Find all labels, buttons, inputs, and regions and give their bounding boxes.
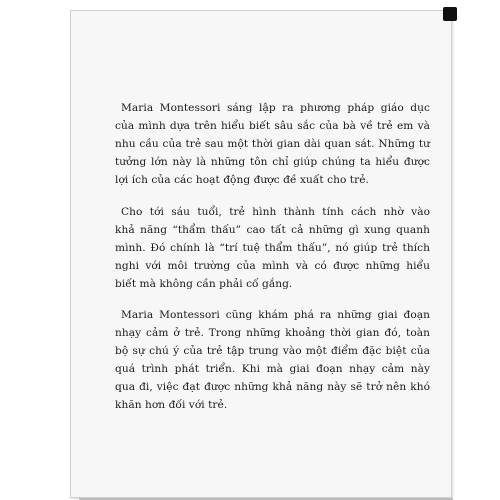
text-line: Cho tới sáu tuổi, trẻ hình thành tính cách nhờ vào	[121, 206, 430, 218]
paragraph-1	[115, 99, 430, 189]
page-corner-tab	[443, 7, 457, 21]
text-line: quá trình phát triển. Khi mà giai đoạn nhạy cảm này	[115, 363, 430, 375]
text-line: của mình dựa trên hiểu biết sâu sắc của bà về trẻ em và	[115, 120, 430, 132]
text-line: biết mà không cần phải cố gắng.	[115, 278, 293, 290]
paragraph-3	[115, 306, 430, 414]
text-line: nghi với môi trường của mình và có được những hiểu	[115, 260, 430, 272]
book-page	[70, 10, 452, 498]
text-line: khăn hơn đối với trẻ.	[115, 399, 228, 411]
text-line: bộ sự chú ý của trẻ tập trung vào một điểm đặc biệt của	[115, 345, 430, 357]
text-line: Maria Montessori sáng lập ra phương pháp giáo dục	[121, 102, 430, 114]
text-line: lợi ích của các hoạt động được đề xuất cho trẻ.	[115, 174, 369, 186]
body-text	[115, 99, 430, 427]
text-line: mình. Đó chính là “trí tuệ thẩm thấu”, nó giúp trẻ thích	[115, 242, 430, 254]
text-line: nhu cầu của trẻ sau một thời gian dài quan sát. Những tư	[115, 138, 430, 150]
text-line: qua đi, việc đạt được những khả năng này sẽ trở nên khó	[115, 381, 430, 393]
paragraph-2	[115, 203, 430, 293]
text-line: nhạy cảm ở trẻ. Trong những khoảng thời gian đó, toàn	[115, 327, 430, 339]
text-line: khả năng “thẩm thấu” cao tất cả những gì xung quanh	[115, 224, 430, 236]
text-line: Maria Montessori cũng khám phá ra những giai đoạn	[121, 309, 430, 321]
text-line: tưởng lớn này là những tôn chỉ giúp chúng ta hiểu được	[115, 156, 430, 168]
